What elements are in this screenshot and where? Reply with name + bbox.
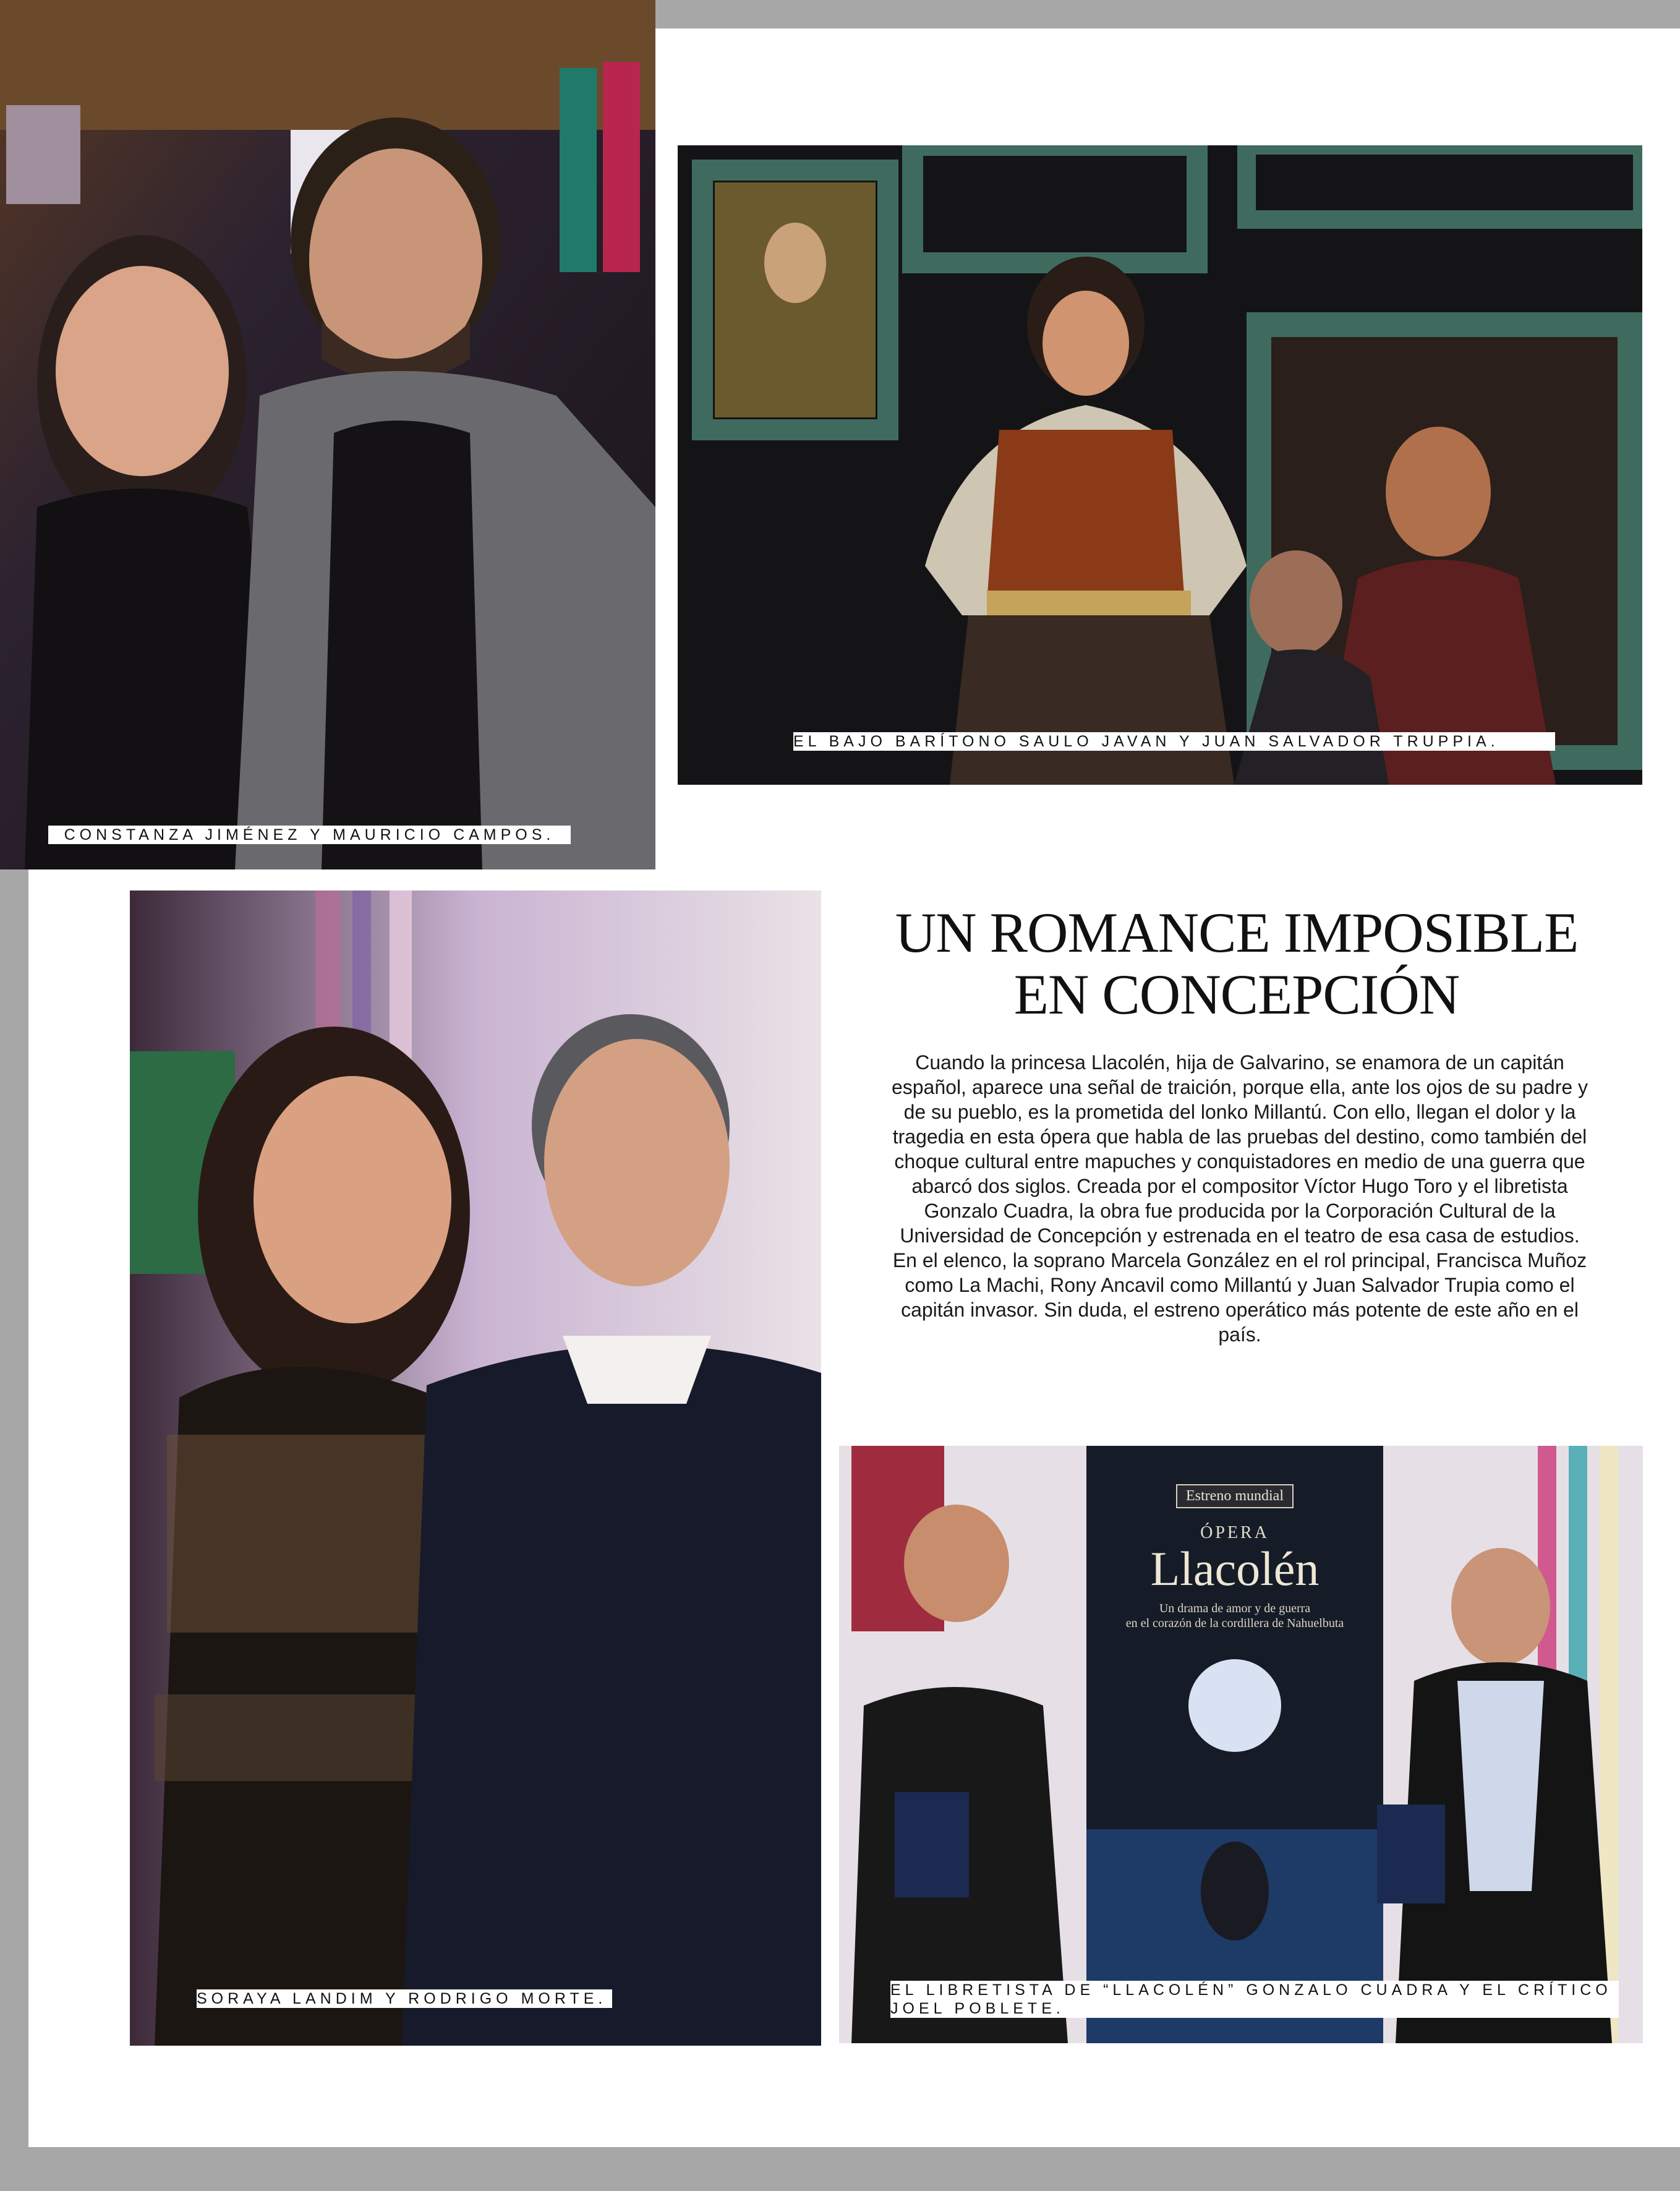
page-frame-bottom (0, 2147, 1680, 2191)
caption-opera-stage: EL BAJO BARÍTONO SAULO JAVAN Y JUAN SALVADOR TRUPPIA. (793, 732, 1555, 751)
photo-constanza-mauricio-image (0, 0, 655, 869)
photo-soraya-rodrigo (130, 890, 821, 2046)
article-title: UN ROMANCE IMPOSIBLE EN CONCEPCIÓN (895, 901, 1579, 1026)
poster-kicker: ÓPERA (1200, 1523, 1269, 1542)
caption-soraya-rodrigo: SORAYA LANDIM Y RODRIGO MORTE. (197, 1989, 612, 2008)
poster-subtitle-1: Un drama de amor y de guerra (1159, 1602, 1311, 1615)
poster-badge: Estreno mundial (1176, 1484, 1294, 1508)
poster-title: Llacolén (1150, 1542, 1320, 1595)
caption-constanza-mauricio: CONSTANZA JIMÉNEZ Y MAURICIO CAMPOS. (48, 826, 571, 844)
photo-opera-stage (678, 145, 1642, 785)
photo-opera-stage-image (678, 145, 1642, 785)
photo-soraya-rodrigo-image (130, 890, 821, 2046)
caption-llacolen: EL LIBRETISTA DE “LLACOLÉN” GONZALO CUADRA Y EL CRÍTICO JOEL POBLETE. (890, 1981, 1619, 2018)
photo-constanza-mauricio (0, 0, 655, 869)
poster-text (1086, 1484, 1383, 1631)
article-body: Cuando la princesa Llacolén, hija de Galvarino, se enamora de un capitán español, aparece una señal de traición, porque ella, ante los ojos de su padre y de su pueblo, es la prometida del lonko Millantú. Con ello, llegan el dolor y la tragedia en esta ópera que habla de las pruebas del destino, como también del choque cultural entre mapuches y conquistadores en medio de una guerra que abarcó dos siglos. Creada por el compositor Víctor Hugo Toro y el libretista Gonzalo Cuadra, la obra fue producida por la Corporación Cultural de la Universidad de Concepción y estrenada en el teatro de esa casa de estudios. En el elenco, la soprano Marcela González en el rol principal, Francisca Muñoz como La Machi, Rony Ancavil como Millantú y Juan Salvador Trupia como el capitán invasor. Sin duda, el estreno operático más potente de este año en el país. (891, 1051, 1588, 1346)
poster-subtitle-2: en el corazón de la cordillera de Nahuelbuta (1125, 1617, 1344, 1630)
